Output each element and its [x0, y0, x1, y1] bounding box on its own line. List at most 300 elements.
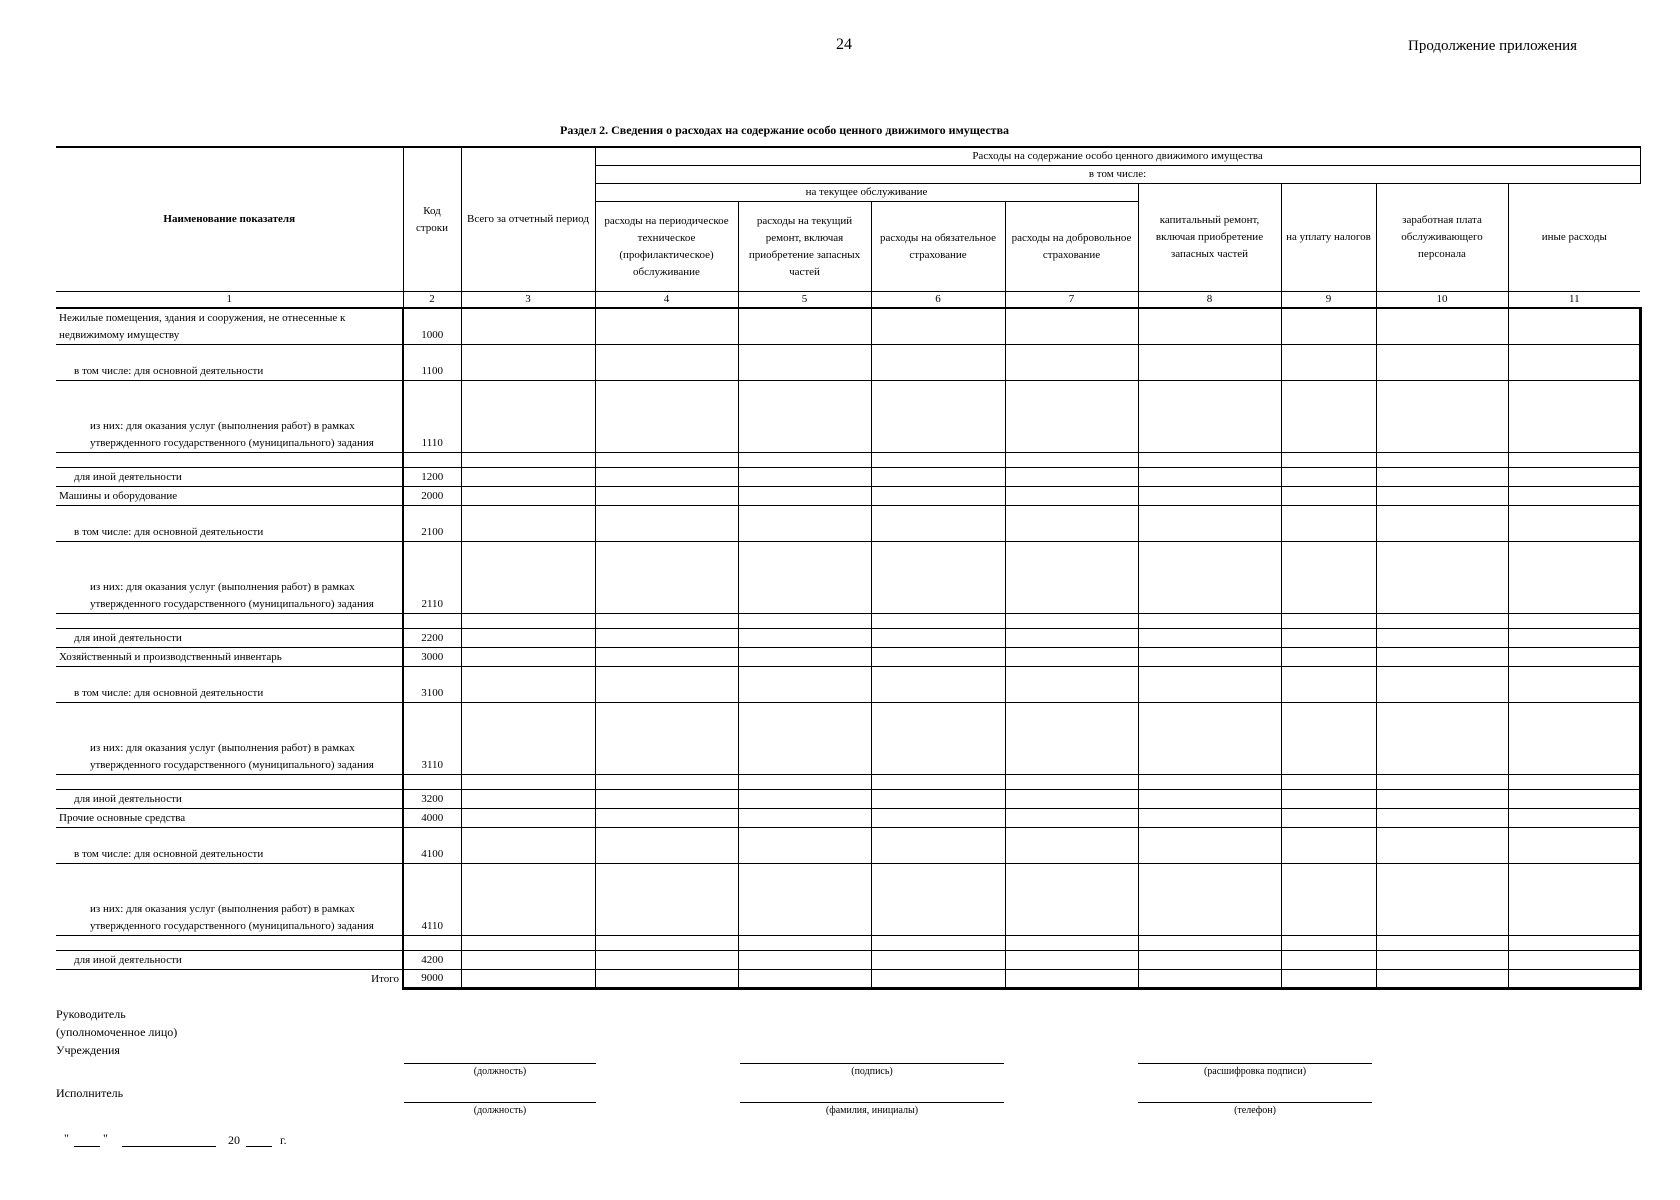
head-decoding-line[interactable]: [1138, 1063, 1372, 1064]
value-cell-col-11[interactable]: [1508, 827, 1640, 863]
value-cell-col-9[interactable]: [1281, 827, 1376, 863]
expenses-table: [56, 146, 1642, 990]
value-cell-col-11[interactable]: [1508, 647, 1640, 666]
row-label: Итого: [56, 969, 403, 988]
value-cell-col-10[interactable]: [1376, 344, 1508, 380]
value-cell-col-4[interactable]: [595, 344, 738, 380]
value-cell-col-6[interactable]: [871, 486, 1005, 505]
value-cell-col-3[interactable]: [461, 628, 595, 647]
head-label-2: (уполномоченное лицо): [56, 1025, 178, 1039]
value-cell-col-10[interactable]: [1376, 702, 1508, 774]
page-number: 24: [836, 36, 852, 53]
value-cell-col-10[interactable]: [1376, 950, 1508, 969]
value-cell-col-10[interactable]: [1376, 628, 1508, 647]
date-year-line[interactable]: [246, 1146, 272, 1147]
value-cell-col-10[interactable]: [1376, 380, 1508, 452]
value-cell-col-6[interactable]: [871, 789, 1005, 808]
value-cell-col-11[interactable]: [1508, 863, 1640, 935]
separator-cell[interactable]: [738, 613, 871, 628]
value-cell-col-7[interactable]: [1005, 969, 1138, 988]
header-expenses: Расходы на содержание особо ценного движимого имущества: [595, 147, 1640, 166]
value-cell-col-9[interactable]: [1281, 541, 1376, 613]
head-signature-caption: (подпись): [851, 1066, 893, 1077]
column-number: 1: [56, 292, 403, 309]
header-col-7: расходы на добровольное страхование: [1005, 202, 1138, 292]
table-row: [56, 863, 1640, 935]
table-row: [56, 467, 1640, 486]
value-cell-col-5[interactable]: [738, 380, 871, 452]
value-cell-col-11[interactable]: [1508, 666, 1640, 702]
header-including: в том числе:: [595, 166, 1640, 184]
value-cell-col-9[interactable]: [1281, 486, 1376, 505]
value-cell-col-6[interactable]: [871, 863, 1005, 935]
separator-cell[interactable]: [871, 452, 1005, 467]
head-position-caption: (должность): [473, 1066, 527, 1077]
value-cell-col-9[interactable]: [1281, 344, 1376, 380]
value-cell-col-4[interactable]: [595, 808, 738, 827]
value-cell-col-4[interactable]: [595, 863, 738, 935]
value-cell-col-4[interactable]: [595, 380, 738, 452]
column-number: 6: [871, 292, 1005, 309]
table-row: [56, 808, 1640, 827]
column-number: 4: [595, 292, 738, 309]
row-code: 4000: [403, 808, 461, 827]
row-label: для иной деятельности: [56, 950, 403, 969]
row-label: для иной деятельности: [56, 467, 403, 486]
table-row: [56, 827, 1640, 863]
separator-cell[interactable]: [738, 935, 871, 950]
separator-cell[interactable]: [871, 935, 1005, 950]
column-number: 9: [1281, 292, 1376, 309]
column-number: 11: [1508, 292, 1640, 309]
value-cell-col-5[interactable]: [738, 505, 871, 541]
value-cell-col-11[interactable]: [1508, 486, 1640, 505]
separator-cell[interactable]: [1376, 774, 1508, 789]
value-cell-col-11[interactable]: [1508, 808, 1640, 827]
value-cell-col-9[interactable]: [1281, 789, 1376, 808]
value-cell-col-4[interactable]: [595, 541, 738, 613]
separator-cell[interactable]: [461, 613, 595, 628]
value-cell-col-5[interactable]: [738, 541, 871, 613]
value-cell-col-9[interactable]: [1281, 863, 1376, 935]
row-code: 2000: [403, 486, 461, 505]
separator-row: [56, 935, 1640, 950]
value-cell-col-6[interactable]: [871, 541, 1005, 613]
header-col-5: расходы на текущий ремонт, включая приобретение запасных частей: [738, 202, 871, 292]
row-label: Машины и оборудование: [56, 486, 403, 505]
separator-cell[interactable]: [1508, 774, 1640, 789]
value-cell-col-10[interactable]: [1376, 969, 1508, 988]
date-month-line[interactable]: [122, 1146, 216, 1147]
separator-cell[interactable]: [1005, 613, 1138, 628]
value-cell-col-4[interactable]: [595, 467, 738, 486]
date-quote-close: ": [103, 1131, 108, 1145]
value-cell-col-7[interactable]: [1005, 647, 1138, 666]
separator-cell[interactable]: [1138, 452, 1281, 467]
value-cell-col-5[interactable]: [738, 486, 871, 505]
value-cell-col-11[interactable]: [1508, 308, 1640, 344]
separator-label: [56, 774, 403, 789]
row-code: 4100: [403, 827, 461, 863]
value-cell-col-3[interactable]: [461, 969, 595, 988]
value-cell-col-10[interactable]: [1376, 647, 1508, 666]
value-cell-col-7[interactable]: [1005, 486, 1138, 505]
value-cell-col-8[interactable]: [1138, 808, 1281, 827]
row-code: 1000: [403, 308, 461, 344]
row-label: Прочие основные средства: [56, 808, 403, 827]
value-cell-col-8[interactable]: [1138, 467, 1281, 486]
value-cell-col-5[interactable]: [738, 666, 871, 702]
value-cell-col-8[interactable]: [1138, 344, 1281, 380]
value-cell-col-11[interactable]: [1508, 505, 1640, 541]
value-cell-col-7[interactable]: [1005, 666, 1138, 702]
value-cell-col-8[interactable]: [1138, 702, 1281, 774]
row-label: из них: для оказания услуг (выполнения работ) в рамках утвержденного государственного (муниципального) задания: [56, 702, 403, 774]
table-row: [56, 789, 1640, 808]
value-cell-col-5[interactable]: [738, 344, 871, 380]
value-cell-col-11[interactable]: [1508, 541, 1640, 613]
row-label: для иной деятельности: [56, 789, 403, 808]
value-cell-col-11[interactable]: [1508, 467, 1640, 486]
value-cell-col-9[interactable]: [1281, 950, 1376, 969]
value-cell-col-11[interactable]: [1508, 628, 1640, 647]
value-cell-col-6[interactable]: [871, 702, 1005, 774]
value-cell-col-3[interactable]: [461, 647, 595, 666]
separator-cell[interactable]: [595, 613, 738, 628]
separator-cell[interactable]: [738, 774, 871, 789]
value-cell-col-4[interactable]: [595, 789, 738, 808]
table-row: [56, 628, 1640, 647]
continuation-note: Продолжение приложения: [1408, 38, 1578, 54]
separator-cell[interactable]: [1281, 935, 1376, 950]
value-cell-col-7[interactable]: [1005, 950, 1138, 969]
value-cell-col-8[interactable]: [1138, 486, 1281, 505]
value-cell-col-5[interactable]: [738, 950, 871, 969]
table-row: [56, 541, 1640, 613]
value-cell-col-10[interactable]: [1376, 827, 1508, 863]
value-cell-col-9[interactable]: [1281, 505, 1376, 541]
row-code: 1110: [403, 380, 461, 452]
value-cell-col-11[interactable]: [1508, 344, 1640, 380]
value-cell-col-8[interactable]: [1138, 628, 1281, 647]
value-cell-col-8[interactable]: [1138, 789, 1281, 808]
value-cell-col-6[interactable]: [871, 628, 1005, 647]
executor-position-line[interactable]: [404, 1102, 596, 1103]
value-cell-col-8[interactable]: [1138, 308, 1281, 344]
row-label: в том числе: для основной деятельности: [56, 827, 403, 863]
separator-cell[interactable]: [1138, 613, 1281, 628]
separator-cell[interactable]: [595, 452, 738, 467]
value-cell-col-6[interactable]: [871, 950, 1005, 969]
value-cell-col-4[interactable]: [595, 647, 738, 666]
separator-cell: [403, 452, 461, 467]
separator-label: [56, 935, 403, 950]
value-cell-col-9[interactable]: [1281, 702, 1376, 774]
value-cell-col-10[interactable]: [1376, 486, 1508, 505]
date-day-line[interactable]: [74, 1146, 100, 1147]
row-code: 4110: [403, 863, 461, 935]
value-cell-col-4[interactable]: [595, 827, 738, 863]
value-cell-col-7[interactable]: [1005, 380, 1138, 452]
value-cell-col-6[interactable]: [871, 969, 1005, 988]
separator-row: [56, 774, 1640, 789]
table-row: [56, 380, 1640, 452]
value-cell-col-8[interactable]: [1138, 827, 1281, 863]
separator-cell: [403, 613, 461, 628]
column-number: 3: [461, 292, 595, 309]
value-cell-col-5[interactable]: [738, 789, 871, 808]
separator-cell: [403, 935, 461, 950]
row-label: в том числе: для основной деятельности: [56, 344, 403, 380]
value-cell-col-4[interactable]: [595, 486, 738, 505]
row-code: 3100: [403, 666, 461, 702]
separator-row: [56, 452, 1640, 467]
value-cell-col-10[interactable]: [1376, 467, 1508, 486]
value-cell-col-3[interactable]: [461, 505, 595, 541]
header-total: Всего за отчетный период: [461, 147, 595, 292]
value-cell-col-4[interactable]: [595, 950, 738, 969]
row-code: 1100: [403, 344, 461, 380]
value-cell-col-7[interactable]: [1005, 541, 1138, 613]
separator-cell[interactable]: [461, 774, 595, 789]
separator-cell[interactable]: [461, 935, 595, 950]
header-col-8: капитальный ремонт, включая приобретение запасных частей: [1138, 184, 1281, 292]
separator-cell[interactable]: [1376, 935, 1508, 950]
value-cell-col-4[interactable]: [595, 308, 738, 344]
value-cell-col-9[interactable]: [1281, 647, 1376, 666]
separator-cell[interactable]: [1508, 452, 1640, 467]
table-row: [56, 702, 1640, 774]
row-label: из них: для оказания услуг (выполнения работ) в рамках утвержденного государственного (муниципального) задания: [56, 863, 403, 935]
value-cell-col-9[interactable]: [1281, 467, 1376, 486]
table-row: [56, 505, 1640, 541]
column-number: 2: [403, 292, 461, 309]
row-code: 2200: [403, 628, 461, 647]
date-year-prefix: 20: [228, 1133, 240, 1147]
row-label: Хозяйственный и производственный инвентарь: [56, 647, 403, 666]
value-cell-col-9[interactable]: [1281, 308, 1376, 344]
separator-cell[interactable]: [595, 774, 738, 789]
separator-cell[interactable]: [1508, 935, 1640, 950]
value-cell-col-11[interactable]: [1508, 969, 1640, 988]
separator-cell[interactable]: [1138, 774, 1281, 789]
value-cell-col-3[interactable]: [461, 666, 595, 702]
separator-cell[interactable]: [1508, 613, 1640, 628]
head-label-3: Учреждения: [56, 1043, 120, 1057]
value-cell-col-6[interactable]: [871, 647, 1005, 666]
executor-phone-line[interactable]: [1138, 1102, 1372, 1103]
value-cell-col-11[interactable]: [1508, 380, 1640, 452]
row-code: 3110: [403, 702, 461, 774]
value-cell-col-3[interactable]: [461, 808, 595, 827]
value-cell-col-6[interactable]: [871, 827, 1005, 863]
table-row: [56, 486, 1640, 505]
row-code: 4200: [403, 950, 461, 969]
value-cell-col-10[interactable]: [1376, 541, 1508, 613]
separator-cell[interactable]: [871, 774, 1005, 789]
value-cell-col-5[interactable]: [738, 647, 871, 666]
column-number: 7: [1005, 292, 1138, 309]
table-row: [56, 344, 1640, 380]
header-name: Наименование показателя: [56, 147, 403, 292]
value-cell-col-3[interactable]: [461, 789, 595, 808]
value-cell-col-8[interactable]: [1138, 505, 1281, 541]
separator-cell[interactable]: [1138, 935, 1281, 950]
value-cell-col-7[interactable]: [1005, 808, 1138, 827]
executor-position-caption: (должность): [473, 1105, 527, 1116]
row-code: 9000: [403, 969, 461, 988]
value-cell-col-5[interactable]: [738, 628, 871, 647]
value-cell-col-8[interactable]: [1138, 647, 1281, 666]
value-cell-col-8[interactable]: [1138, 380, 1281, 452]
value-cell-col-5[interactable]: [738, 808, 871, 827]
separator-row: [56, 613, 1640, 628]
table-row: [56, 308, 1640, 344]
row-label: из них: для оказания услуг (выполнения работ) в рамках утвержденного государственного (муниципального) задания: [56, 541, 403, 613]
section-title: Раздел 2. Сведения о расходах на содержание особо ценного движимого имущества: [560, 123, 1010, 137]
head-decoding-caption: (расшифровка подписи): [1203, 1066, 1307, 1077]
value-cell-col-3[interactable]: [461, 380, 595, 452]
value-cell-col-3[interactable]: [461, 308, 595, 344]
value-cell-col-7[interactable]: [1005, 702, 1138, 774]
value-cell-col-5[interactable]: [738, 467, 871, 486]
table-row: [56, 666, 1640, 702]
executor-phone-caption: (телефон): [1234, 1105, 1276, 1116]
value-cell-col-8[interactable]: [1138, 666, 1281, 702]
value-cell-col-7[interactable]: [1005, 628, 1138, 647]
value-cell-col-6[interactable]: [871, 467, 1005, 486]
row-code: 3200: [403, 789, 461, 808]
value-cell-col-7[interactable]: [1005, 308, 1138, 344]
separator-cell[interactable]: [1376, 613, 1508, 628]
value-cell-col-3[interactable]: [461, 702, 595, 774]
value-cell-col-9[interactable]: [1281, 808, 1376, 827]
header-col-4: расходы на периодическое техническое (профилактическое) обслуживание: [595, 202, 738, 292]
head-signature-line[interactable]: [740, 1063, 1004, 1064]
value-cell-col-6[interactable]: [871, 666, 1005, 702]
separator-cell[interactable]: [1281, 613, 1376, 628]
value-cell-col-5[interactable]: [738, 702, 871, 774]
value-cell-col-7[interactable]: [1005, 863, 1138, 935]
value-cell-col-8[interactable]: [1138, 969, 1281, 988]
separator-cell[interactable]: [1281, 774, 1376, 789]
value-cell-col-10[interactable]: [1376, 789, 1508, 808]
value-cell-col-3[interactable]: [461, 344, 595, 380]
value-cell-col-3[interactable]: [461, 827, 595, 863]
value-cell-col-7[interactable]: [1005, 789, 1138, 808]
header-current-service: на текущее обслуживание: [595, 184, 1138, 202]
separator-cell[interactable]: [738, 452, 871, 467]
value-cell-col-5[interactable]: [738, 863, 871, 935]
row-label: в том числе: для основной деятельности: [56, 666, 403, 702]
value-cell-col-5[interactable]: [738, 827, 871, 863]
separator-cell[interactable]: [871, 613, 1005, 628]
executor-fio-line[interactable]: [740, 1102, 1004, 1103]
header-col-9: на уплату налогов: [1281, 184, 1376, 292]
value-cell-col-10[interactable]: [1376, 863, 1508, 935]
value-cell-col-9[interactable]: [1281, 380, 1376, 452]
value-cell-col-9[interactable]: [1281, 969, 1376, 988]
head-label-1: Руководитель: [56, 1007, 126, 1021]
value-cell-col-4[interactable]: [595, 666, 738, 702]
value-cell-col-4[interactable]: [595, 969, 738, 988]
value-cell-col-6[interactable]: [871, 308, 1005, 344]
value-cell-col-6[interactable]: [871, 380, 1005, 452]
value-cell-col-6[interactable]: [871, 808, 1005, 827]
value-cell-col-8[interactable]: [1138, 950, 1281, 969]
header-col-10: заработная плата обслуживающего персонала: [1376, 184, 1508, 292]
value-cell-col-9[interactable]: [1281, 666, 1376, 702]
value-cell-col-8[interactable]: [1138, 541, 1281, 613]
value-cell-col-7[interactable]: [1005, 827, 1138, 863]
value-cell-col-7[interactable]: [1005, 467, 1138, 486]
separator-cell[interactable]: [1376, 452, 1508, 467]
value-cell-col-10[interactable]: [1376, 308, 1508, 344]
separator-label: [56, 613, 403, 628]
value-cell-col-4[interactable]: [595, 628, 738, 647]
value-cell-col-4[interactable]: [595, 702, 738, 774]
row-code: 3000: [403, 647, 461, 666]
value-cell-col-6[interactable]: [871, 505, 1005, 541]
value-cell-col-11[interactable]: [1508, 702, 1640, 774]
header-code: Код строки: [403, 147, 461, 292]
row-code: 2100: [403, 505, 461, 541]
row-code: 1200: [403, 467, 461, 486]
executor-label: Исполнитель: [56, 1086, 124, 1100]
head-position-line[interactable]: [404, 1063, 596, 1064]
separator-cell[interactable]: [461, 452, 595, 467]
table-row: [56, 969, 1640, 988]
separator-cell[interactable]: [1005, 774, 1138, 789]
value-cell-col-7[interactable]: [1005, 344, 1138, 380]
value-cell-col-5[interactable]: [738, 308, 871, 344]
value-cell-col-4[interactable]: [595, 505, 738, 541]
value-cell-col-7[interactable]: [1005, 505, 1138, 541]
value-cell-col-10[interactable]: [1376, 808, 1508, 827]
separator-cell[interactable]: [1005, 452, 1138, 467]
row-label: в том числе: для основной деятельности: [56, 505, 403, 541]
value-cell-col-11[interactable]: [1508, 789, 1640, 808]
date-quote-open: ": [64, 1131, 69, 1145]
separator-cell: [403, 774, 461, 789]
column-number: 8: [1138, 292, 1281, 309]
date-year-suffix: г.: [280, 1133, 287, 1147]
separator-cell[interactable]: [1281, 452, 1376, 467]
value-cell-col-3[interactable]: [461, 486, 595, 505]
row-code: 2110: [403, 541, 461, 613]
header-col-6: расходы на обязательное страхование: [871, 202, 1005, 292]
value-cell-col-6[interactable]: [871, 344, 1005, 380]
value-cell-col-3[interactable]: [461, 541, 595, 613]
column-number: 5: [738, 292, 871, 309]
executor-fio-caption: (фамилия, инициалы): [825, 1105, 919, 1116]
row-label: Нежилые помещения, здания и сооружения, не отнесенные к недвижимому имуществу: [56, 308, 403, 344]
value-cell-col-8[interactable]: [1138, 863, 1281, 935]
separator-cell[interactable]: [1005, 935, 1138, 950]
header-col-11: иные расходы: [1508, 184, 1640, 292]
separator-label: [56, 452, 403, 467]
value-cell-col-3[interactable]: [461, 863, 595, 935]
row-label: из них: для оказания услуг (выполнения работ) в рамках утвержденного государственного (муниципального) задания: [56, 380, 403, 452]
value-cell-col-10[interactable]: [1376, 666, 1508, 702]
value-cell-col-9[interactable]: [1281, 628, 1376, 647]
value-cell-col-11[interactable]: [1508, 950, 1640, 969]
value-cell-col-3[interactable]: [461, 467, 595, 486]
separator-cell[interactable]: [595, 935, 738, 950]
value-cell-col-10[interactable]: [1376, 505, 1508, 541]
value-cell-col-5[interactable]: [738, 969, 871, 988]
value-cell-col-3[interactable]: [461, 950, 595, 969]
